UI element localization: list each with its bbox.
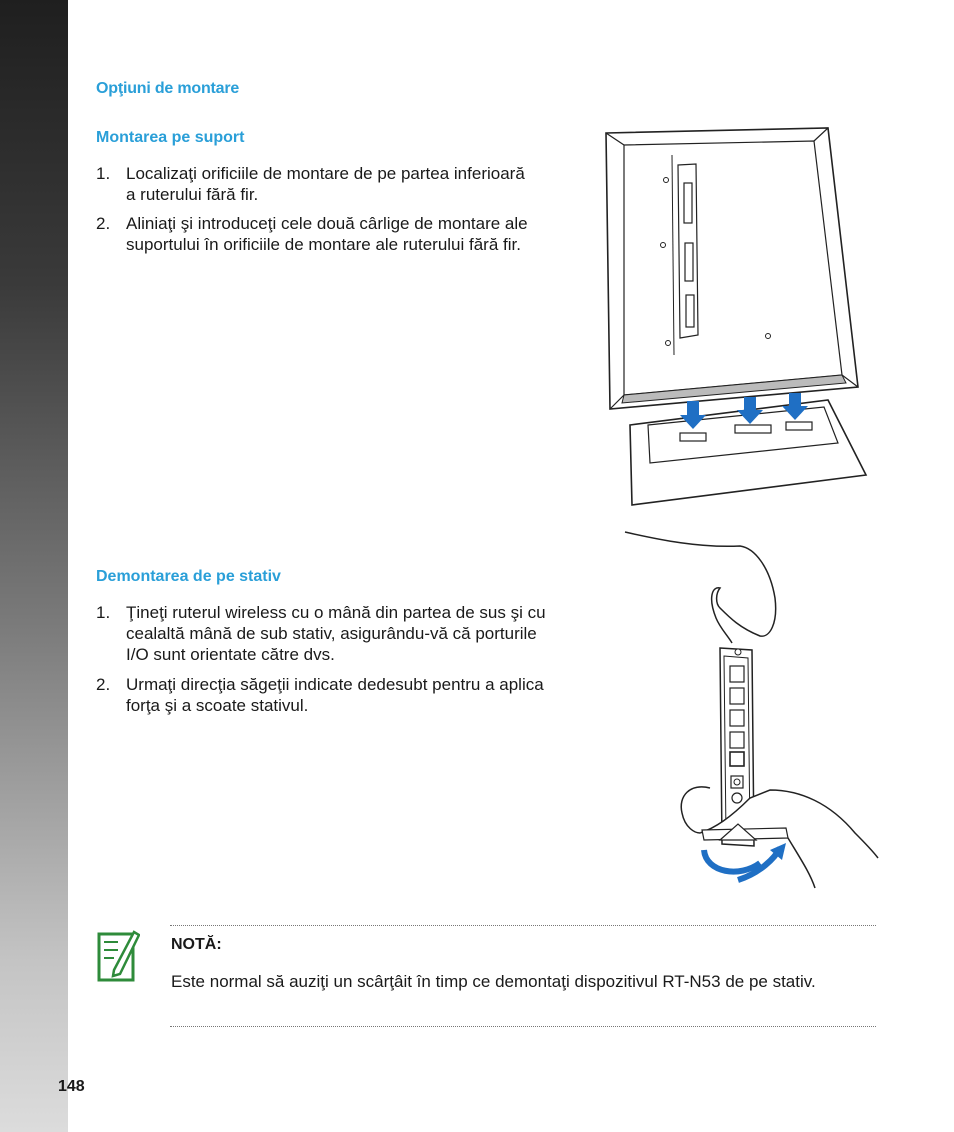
sidebar-band — [0, 0, 68, 1132]
step-number: 2. — [96, 214, 111, 233]
mounting-heading: Montarea pe suport — [96, 129, 245, 146]
step-text: Urmaţi direcţia săgeţii indicate dedesubt pentru a aplica forţa şi a scoate stativul. — [126, 675, 544, 715]
note-bottom-divider — [170, 1026, 876, 1027]
dismounting-step-2 — [96, 674, 621, 716]
step-number: 1. — [96, 164, 111, 183]
section-title: Opţiuni de montare — [96, 80, 240, 97]
step-number: 1. — [96, 603, 111, 622]
step-text: Aliniaţi şi introduceţi cele două cârlige de montare ale suportului în orificiile de montare ale ruterului fără fir. — [126, 214, 528, 254]
step-text: Localizaţi orificiile de montare de pe partea inferioară a ruterului fără fir. — [126, 164, 525, 204]
step-number: 2. — [96, 675, 111, 694]
mounting-step-2 — [96, 213, 596, 255]
note-title: NOTĂ: — [171, 936, 222, 953]
router-stand-illustration — [600, 125, 870, 510]
step-text: Ţineţi ruterul wireless cu o mână din partea de sus şi cu cealaltă mână de sub stativ, asigurându-vă că porturile I/O sunt orientate către dvs. — [126, 603, 546, 664]
hands-router-illustration — [620, 528, 880, 893]
mounting-step-1 — [96, 163, 596, 205]
note-top-divider — [170, 925, 876, 926]
page-number: 148 — [58, 1078, 85, 1095]
note-text: Este normal să auziţi un scârţâit în timp ce demontaţi dispozitivul RT-N53 de pe stativ. — [171, 972, 816, 991]
note-icon — [96, 928, 140, 984]
dismounting-step-1 — [96, 602, 621, 665]
dismounting-heading: Demontarea de pe stativ — [96, 568, 281, 585]
